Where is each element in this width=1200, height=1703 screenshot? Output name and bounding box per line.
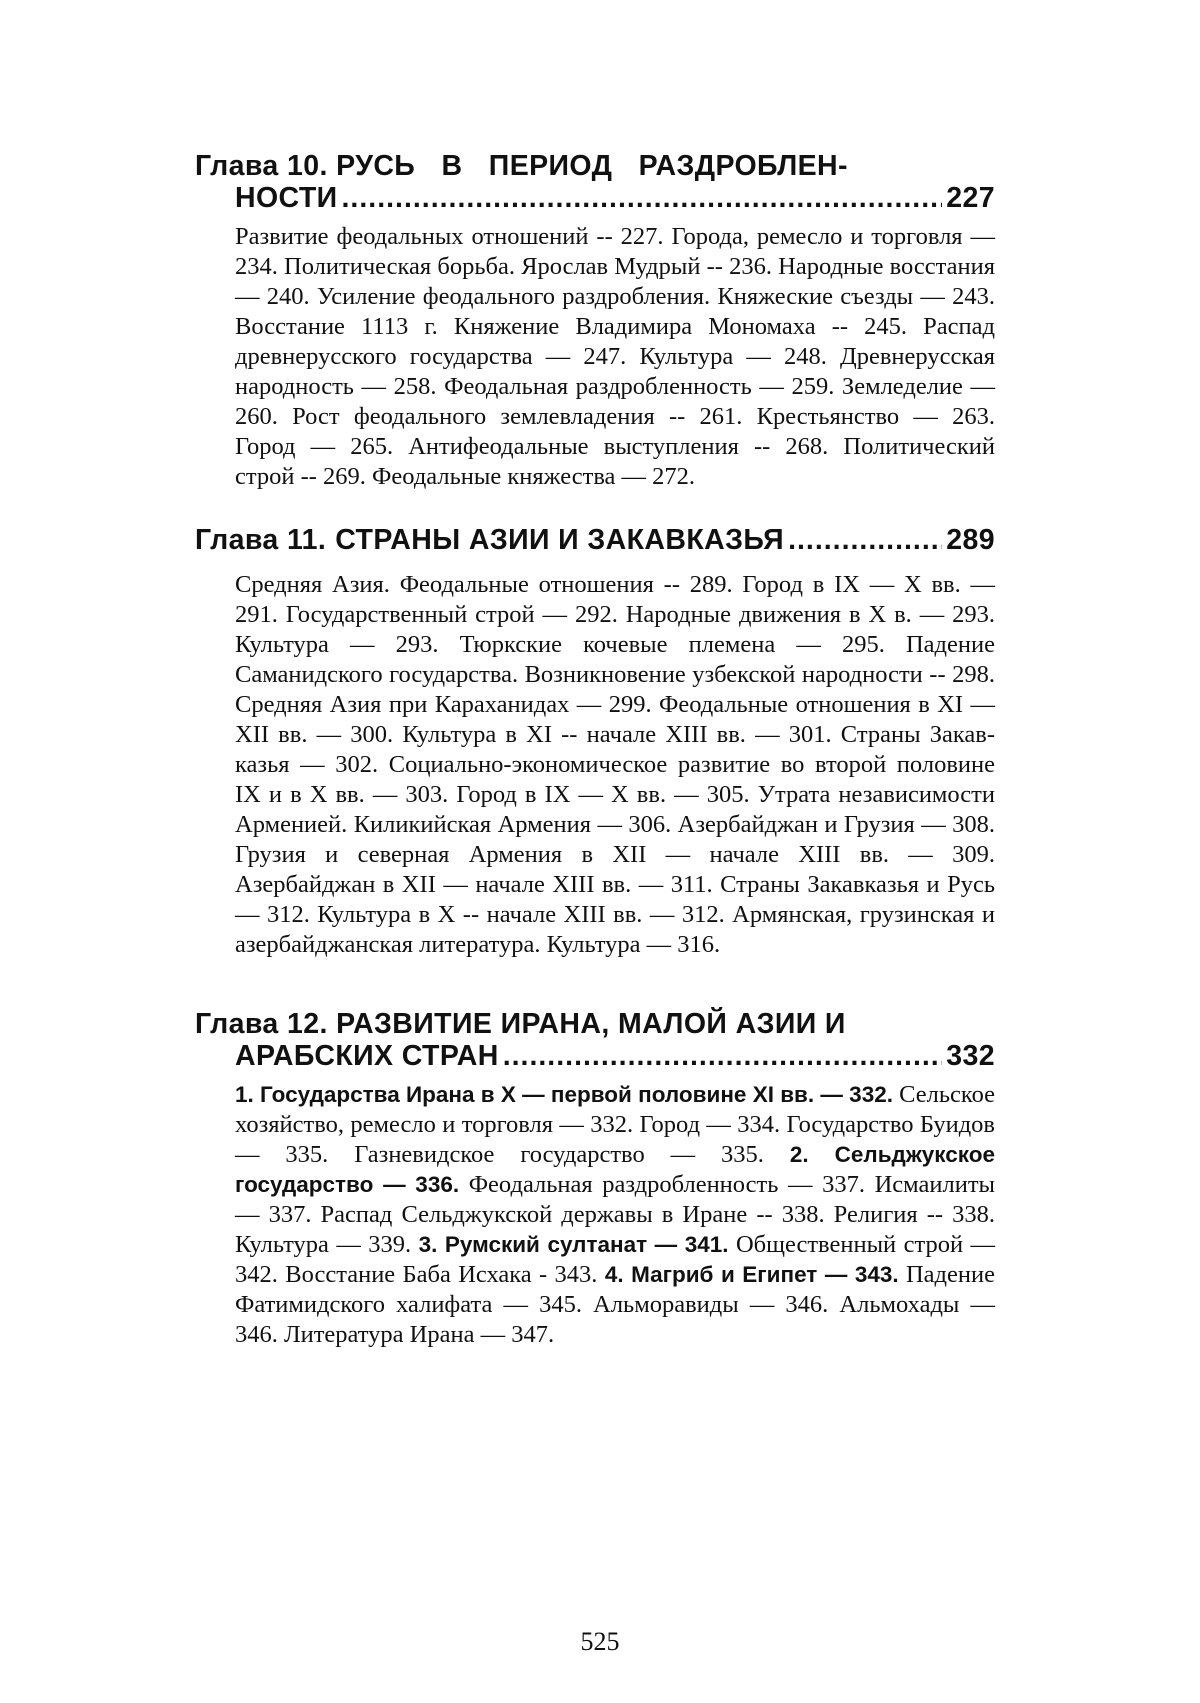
leader-dots: [342, 182, 943, 214]
leader-dots: [788, 524, 942, 556]
section-text: Общественный строй — 342. Восстание Баба Исхака - 343.: [235, 1231, 995, 1288]
chapter-10-title: РУСЬ В ПЕРИОД РАЗДРОБЛЕН-: [336, 150, 848, 182]
section-heading: 4. Магриб и Египет — 343.: [604, 1262, 899, 1287]
section-heading: 2. Сельджукское государство — 336.: [235, 1142, 995, 1197]
chapter-12-heading: [195, 1008, 995, 1072]
section-text: Феодальная раздробленность — 337. Исмаилиты — 337. Распад Сельджукской державы в Иране -- 338. Религия -- 338. Культура — 339.: [235, 1171, 995, 1258]
chapter-12-page: 332: [946, 1040, 995, 1072]
chapter-11-heading: [195, 524, 995, 556]
section-heading: 3. Румский султанат — 341.: [418, 1232, 729, 1257]
chapter-10-summary: Развитие феодальных отношений -- 227. Города, ремесло и торговля — 234. Политическая борьба. Ярослав Мудрый -- 236. Народные восстания — 240. Усиление феодального раздробления. Княжеские съезды — 243. Восстание 1113 г. Княжение Владимира Мономаха -- 245. Распад древнерусского государства — 247. Культура — 248. Древнерусская народность — 258. Феодальная раздробленность — 259. Земледелие — 260. Рост феодального землевладения -- 261. Крестьянство — 263. Город — 265. Антифеодальные выступления -- 268. Политический строй -- 269. Феодальные княжества — 272.: [235, 223, 995, 490]
chapter-11-summary: Средняя Азия. Феодальные отношения -- 289. Город в IX — X вв. — 291. Государственный строй — 292. Народные движения в X в. — 293. Культура — 293. Тюркские кочевые племена — 295. Падение Саманидского государства. Возникновение узбекской народности -- 298. Средняя Азия при Караханидах — 299. Феодальные отношения в XI — XII вв. — 300. Культура в XI -- начале XIII вв. — 301. Страны Закавказья — 302. Социально-экономическое развитие во второй половине IX и в X вв. — 303. Город в IX — X вв. — 305. Утрата независимости Арменией. Киликийская Армения — 306. Азербайджан и Грузия — 308. Грузия и северная Армения в XII — начале XIII вв. — 309. Азербайджан в XII — начале XIII вв. — 311. Страны Закавказья и Русь — 312. Культура в X -- начале XIII вв. — 312. Армянская, грузинская и азербайджанская литература. Культура — 316.: [235, 571, 995, 958]
page-number: 525: [580, 1627, 620, 1656]
leader-dots: [503, 1040, 943, 1072]
chapter-11-title: СТРАНЫ АЗИИ И ЗАКАВКАЗЬЯ: [335, 524, 785, 556]
chapter-10-title-cont: НОСТИ: [235, 182, 338, 214]
section-text: Сельское хозяйство, ремесло и торговля — 332. Город — 334. Государство Буидов — 335. Газневидское государство — 335.: [235, 1081, 995, 1168]
section-text: Падение Фатимидского халифата — 345. Альморавиды — 346. Альмохады — 346. Литература Ирана — 347.: [235, 1261, 995, 1348]
chapter-12-title-cont: АРАБСКИХ СТРАН: [235, 1040, 499, 1072]
chapter-12-title: РАЗВИТИЕ ИРАНА, МАЛОЙ АЗИИ И: [336, 1008, 846, 1040]
chapter-10-page: 227: [946, 182, 995, 214]
chapter-12-summary: [235, 1080, 995, 1350]
chapter-11-label: Глава 11.: [195, 524, 327, 556]
chapter-10-label: Глава 10.: [195, 150, 328, 182]
chapter-11-page: 289: [946, 524, 995, 556]
chapter-10-heading: [195, 150, 995, 214]
chapter-12-label: Глава 12.: [195, 1008, 328, 1040]
section-heading: 1. Государства Ирана в X — первой половине XI вв. — 332.: [235, 1082, 893, 1107]
